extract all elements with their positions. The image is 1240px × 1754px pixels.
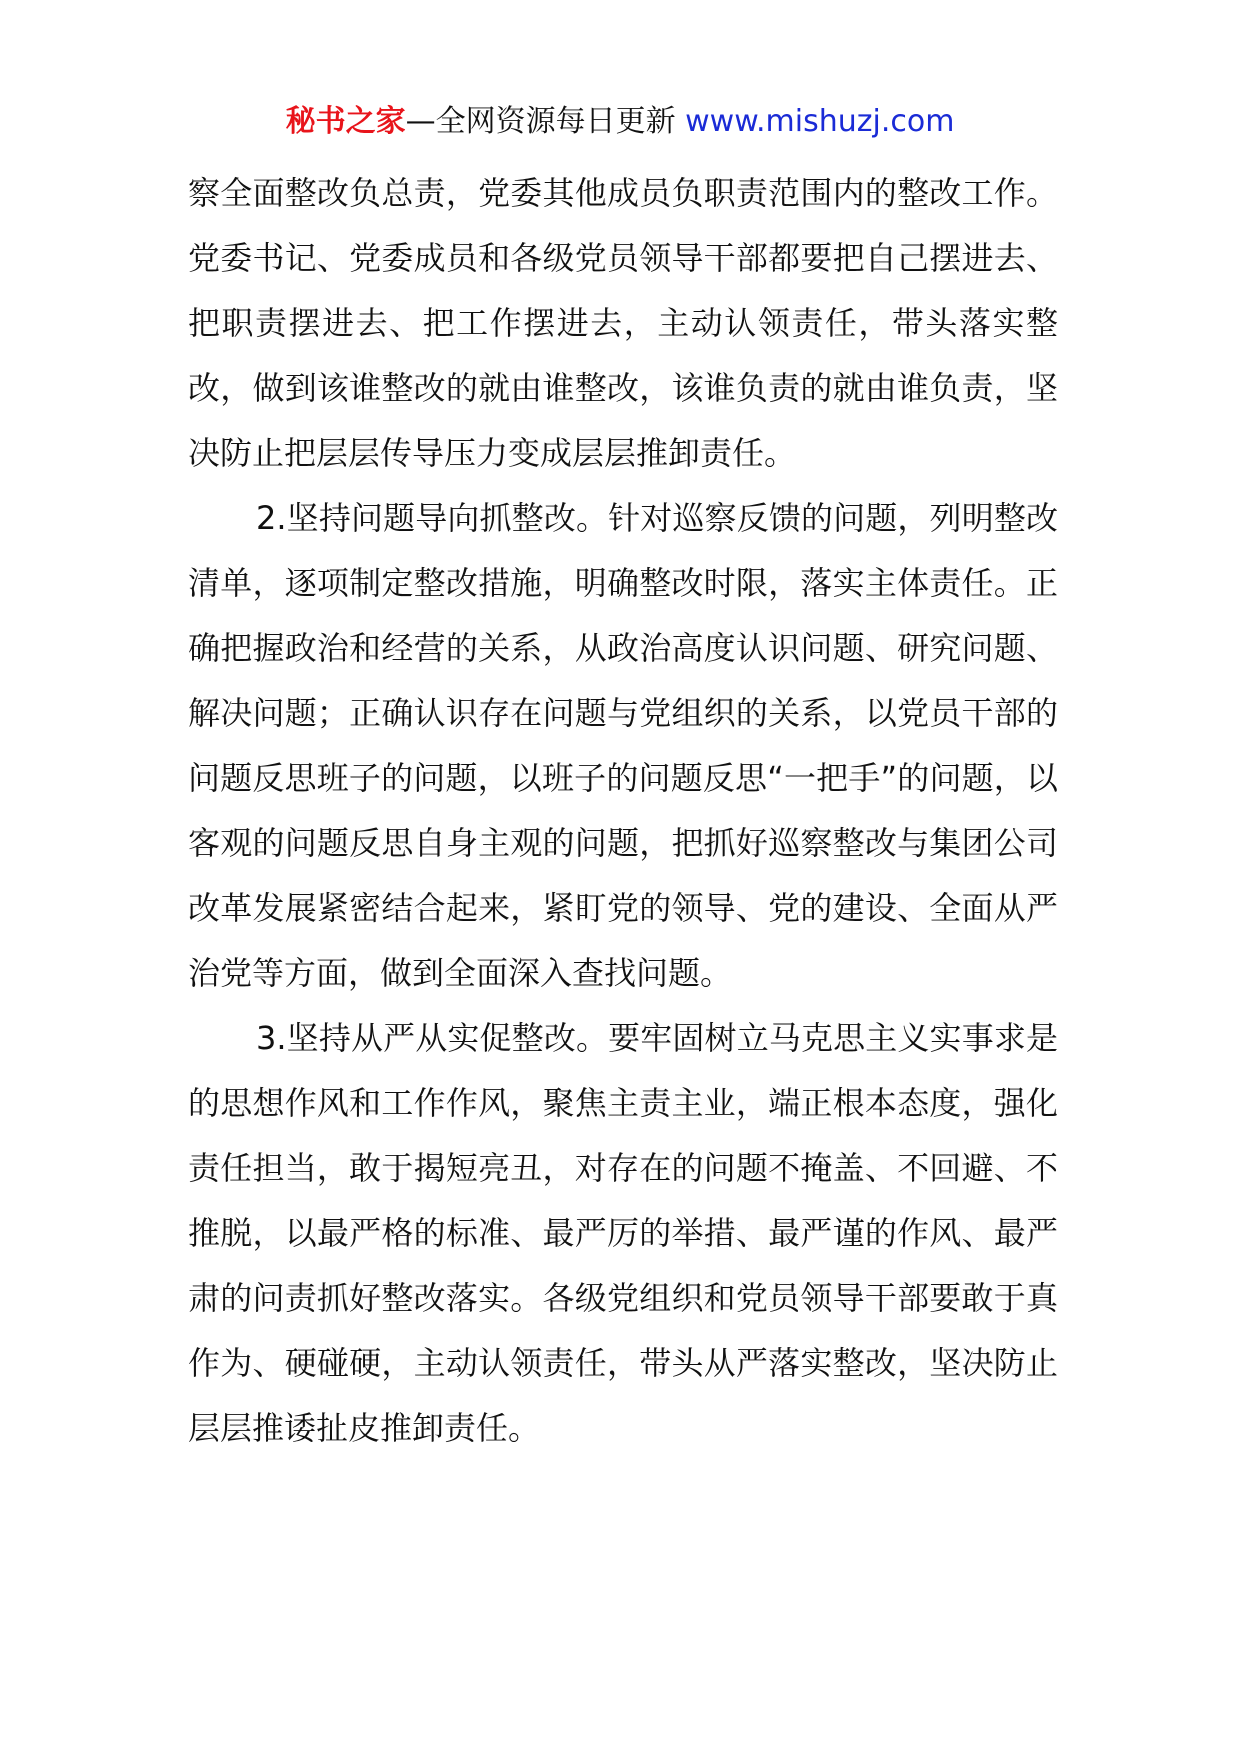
header-tagline: —全网资源每日更新	[405, 104, 676, 139]
page-header	[0, 100, 1240, 144]
paragraph-item-2: 2.坚持问题导向抓整改。针对巡察反馈的问题，列明整改清单，逐项制定整改措施，明确整改时限，落实主体责任。正确把握政治和经营的关系，从政治高度认识问题、研究问题、解决问题；正确认识存在问题与党组织的关系，以党员干部的问题反思班子的问题，以班子的问题反思“一把手”的问题，以客观的问题反思自身主观的问题，把抓好巡察整改与集团公司改革发展紧密结合起来，紧盯党的领导、党的建设、全面从严治党等方面，做到全面深入查找问题。	[188, 499, 1058, 992]
website-link[interactable]: www.mishuzj.com	[685, 104, 955, 139]
document-body	[188, 161, 1058, 1461]
brand-name: 秘书之家	[285, 104, 406, 139]
paragraph-item-3: 3.坚持从严从实促整改。要牢固树立马克思主义实事求是的思想作风和工作作风，聚焦主责主业，端正根本态度，强化责任担当，敢于揭短亮丑，对存在的问题不掩盖、不回避、不推脱，以最严格的标准、最严厉的举措、最严谨的作风、最严肃的问责抓好整改落实。各级党组织和党员领导干部要敢于真作为、硬碰硬，主动认领责任，带头从严落实整改，坚决防止层层推诿扯皮推卸责任。	[188, 1019, 1058, 1447]
paragraph-continuation: 察全面整改负总责，党委其他成员负职责范围内的整改工作。党委书记、党委成员和各级党员领导干部都要把自己摆进去、把职责摆进去、把工作摆进去，主动认领责任，带头落实整改，做到该谁整改的就由谁整改，该谁负责的就由谁负责，坚决防止把层层传导压力变成层层推卸责任。	[188, 174, 1058, 472]
